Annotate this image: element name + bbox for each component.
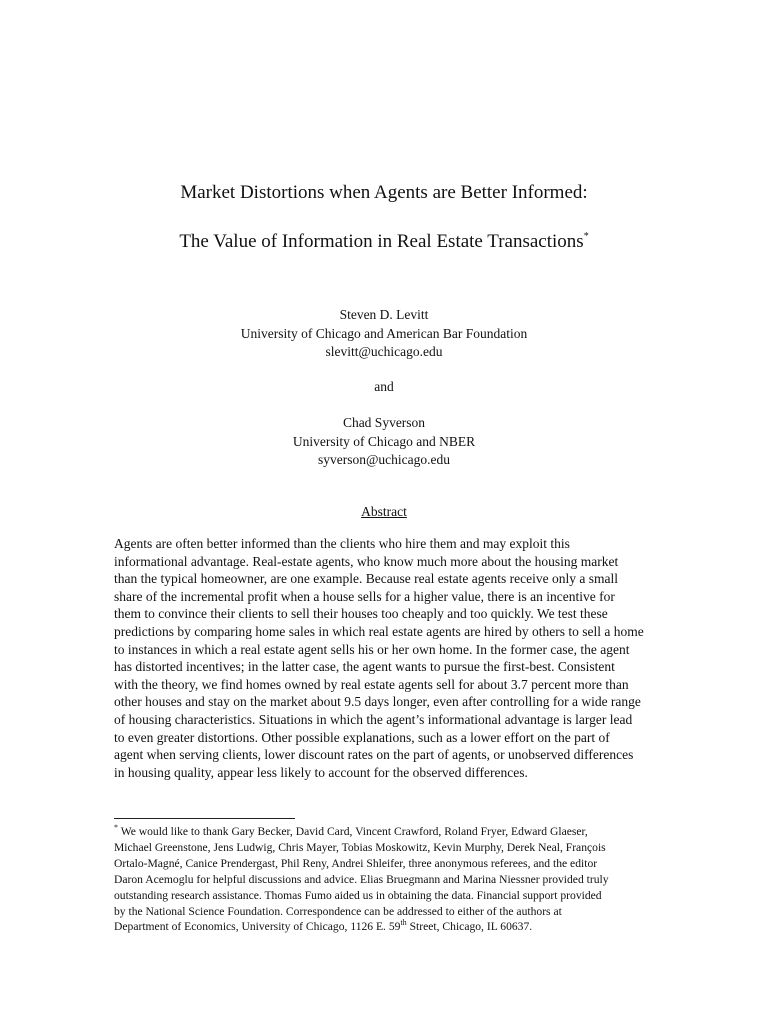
abstract-line: of housing characteristics. Situations in which the agent’s informational advantage is larger lead: [114, 711, 633, 727]
abstract-line: with the theory, we find homes owned by real estate agents sell for about 3.7 percent more than: [114, 676, 629, 692]
abstract-heading: Abstract: [361, 504, 407, 519]
footnote-line: [114, 824, 674, 840]
abstract-line: to even greater distortions. Other possible explanations, such as a lower effort on the part of: [114, 729, 610, 745]
author-2-affiliation: University of Chicago and NBER: [292, 433, 476, 449]
title-line-2: [0, 231, 768, 253]
footnote-line-text: We would like to thank Gary Becker, David Card, Vincent Crawford, Roland Fryer, Edward Glaeser,: [118, 825, 588, 838]
footnote-line: Ortalo-Magné, Canice Prendergast, Phil Reny, Andrei Shleifer, three anonymous referees, and the editor: [114, 856, 598, 870]
title-line-1-text: Market Distortions when Agents are Better Informed:: [180, 182, 588, 203]
footnote-line: [114, 919, 674, 935]
footnote-marker: *: [114, 823, 118, 832]
title-footnote-marker: *: [583, 231, 589, 242]
footnote-line: Michael Greenstone, Jens Ludwig, Chris Mayer, Tobias Moskowitz, Kevin Murphy, Derek Neal, François: [114, 840, 606, 854]
abstract-line: other houses and stay on the market about 9.5 days longer, even after controlling for a wide range: [114, 694, 641, 710]
footnote-divider: [114, 818, 295, 819]
author-1-block: [0, 306, 768, 362]
footnote-line: Daron Acemoglu for helpful discussions and advice. Elias Bruegmann and Marina Niessner provided truly: [114, 872, 609, 886]
footnote-address-text: Department of Economics, University of Chicago, 1126 E. 59: [114, 920, 401, 934]
abstract-line: agent when serving clients, lower discount rates on the part of agents, or unobserved differences: [114, 747, 634, 763]
footnote-line: by the National Science Foundation. Correspondence can be addressed to either of the authors at: [114, 904, 562, 918]
ordinal-suffix: th: [400, 918, 407, 928]
abstract-line: than the typical homeowner, are one example. Because real estate agents receive only a small: [114, 571, 618, 587]
abstract-line: has distorted incentives; in the latter case, the agent wants to pursue the first-best. Consistent: [114, 659, 615, 675]
abstract-line: predictions by comparing home sales in which real estate agents are hired by others to sell a home: [114, 623, 644, 639]
abstract-line: to instances in which a real estate agent sells his or her own home. In the former case, the agent: [114, 641, 630, 657]
abstract-line: in housing quality, appear less likely to account for the observed differences.: [114, 764, 528, 780]
title-line-1: [0, 182, 768, 204]
abstract-body: [114, 535, 674, 781]
author-1-name: Steven D. Levitt: [339, 307, 429, 322]
abstract-line: them to convince their clients to sell their houses too cheaply and too quickly. We test these: [114, 606, 608, 622]
author-2-name: Chad Syverson: [342, 415, 426, 430]
footnote-line: outstanding research assistance. Thomas Fumo aided us in obtaining the data. Financial support provided: [114, 888, 602, 902]
acknowledgement-footnote: [114, 824, 674, 935]
footnote-address-tail: Street, Chicago, IL 60637.: [406, 920, 533, 934]
author-1-email: slevitt@uchicago.edu: [325, 344, 443, 359]
title-line-2-text: The Value of Information in Real Estate Transactions: [179, 231, 584, 252]
author-2-email: syverson@uchicago.edu: [317, 452, 451, 467]
author-conjunction: and: [374, 379, 394, 394]
author-1-affiliation: University of Chicago and American Bar Foundation: [240, 325, 528, 341]
abstract-line: informational advantage. Real-estate agents, who know much more about the housing market: [114, 553, 619, 569]
abstract-line: Agents are often better informed than the clients who hire them and may exploit this: [114, 536, 570, 551]
abstract-line: share of the incremental profit when a house sells for a higher value, there is an incentive for: [114, 588, 615, 604]
author-2-block: [0, 414, 768, 470]
